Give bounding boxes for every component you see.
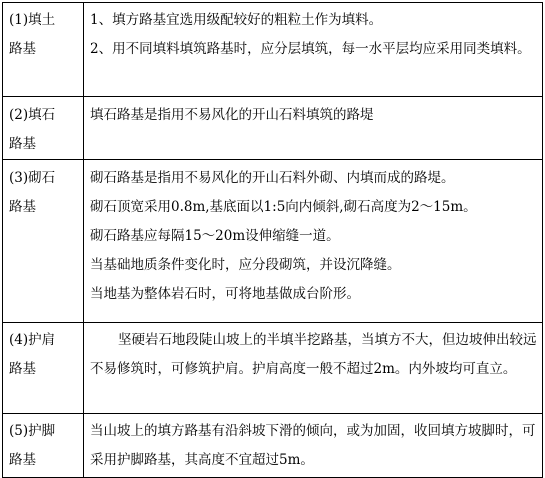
category-cell bbox=[3, 3, 84, 97]
description-paragraph: 当山坡上的填方路基有沿斜坡下滑的倾向，或为加固，收回填方坡脚时，可采用护脚路基，其高度不宜超过5m。 bbox=[90, 423, 536, 468]
category-label: (5)护脚 bbox=[9, 423, 56, 439]
category-label-suffix: 路基 bbox=[9, 199, 36, 215]
description-paragraph: 填石路基是指用不易风化的开山石料填筑的路堤 bbox=[90, 107, 374, 123]
category-label: (4)护肩 bbox=[9, 332, 56, 348]
description-paragraph: 砌石路基应每隔15～20m设伸缩缝一道。 bbox=[90, 228, 340, 244]
description-cell bbox=[84, 160, 543, 323]
description-paragraph: 砌石路基是指用不易风化的开山石料外砌、内填而成的路堤。 bbox=[90, 170, 455, 186]
description-paragraph: 当地基为整体岩石时，可将地基做成台阶形。 bbox=[90, 286, 360, 302]
description-paragraph: 坚硬岩石地段陡山坡上的半填半挖路基，当填方不大，但边坡伸出较远不易修筑时，可修筑护肩。护肩高度一般不超过2m。内外坡均可直立。 bbox=[90, 332, 537, 377]
description-cell bbox=[84, 414, 543, 478]
category-label: (3)砌石 bbox=[9, 170, 56, 186]
description-paragraph: 当基础地质条件变化时，应分段砌筑，并设沉降缝。 bbox=[90, 257, 401, 273]
category-label-suffix: 路基 bbox=[9, 361, 36, 377]
description-paragraph: 砌石顶宽采用0.8m,基底面以1:5向内倾斜,砌石高度为2～15m。 bbox=[90, 199, 477, 215]
category-label-suffix: 路基 bbox=[9, 136, 36, 152]
category-cell bbox=[3, 97, 84, 160]
table-row-masonry-roadbed bbox=[3, 160, 543, 323]
category-label-suffix: 路基 bbox=[9, 41, 36, 57]
category-cell bbox=[3, 414, 84, 478]
category-cell bbox=[3, 323, 84, 414]
roadbed-types-table bbox=[2, 2, 543, 478]
table-row-shoulder-roadbed bbox=[3, 323, 543, 414]
description-cell bbox=[84, 3, 543, 97]
description-paragraph: 1、填方路基宜选用级配较好的粗粒土作为填料。 bbox=[90, 12, 383, 28]
table-row-rock-fill-roadbed bbox=[3, 97, 543, 160]
description-paragraph: 2、用不同填料填筑路基时，应分层填筑，每一水平层均应采用同类填料。 bbox=[90, 41, 531, 57]
description-cell bbox=[84, 323, 543, 414]
category-label-suffix: 路基 bbox=[9, 452, 36, 468]
category-label: (1)填土 bbox=[9, 12, 56, 28]
description-cell bbox=[84, 97, 543, 160]
category-cell bbox=[3, 160, 84, 323]
category-label: (2)填石 bbox=[9, 107, 56, 123]
table-row-fill-roadbed bbox=[3, 3, 543, 97]
table-row-toe-roadbed bbox=[3, 414, 543, 478]
